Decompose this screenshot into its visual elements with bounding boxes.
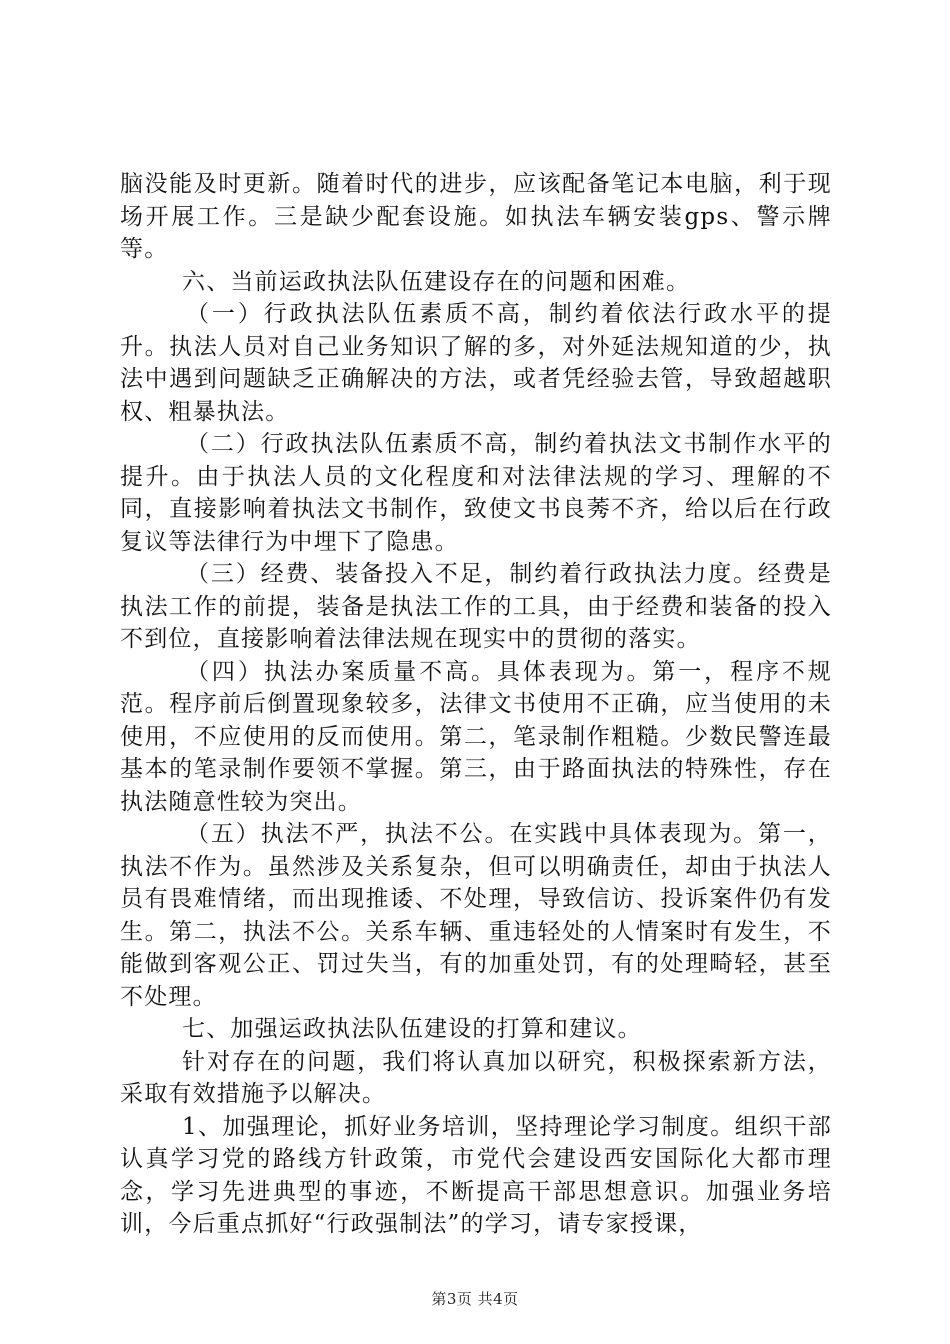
document-body <box>120 168 832 1241</box>
paragraph-item-one: （一）行政执法队伍素质不高，制约着依法行政水平的提升。执法人员对自己业务知识了解的多，对外延法规知道的少，执法中遇到问题缺乏正确解决的方法，或者凭经验去管，导致超越职权、粗暴执法。 <box>120 301 832 425</box>
paragraph-item-five: （五）执法不严，执法不公。在实践中具体表现为。第一，执法不作为。虽然涉及关系复杂，但可以明确责任，却由于执法人员有畏难情绪，而出现推诿、不处理，导致信访、投诉案件仍有发生。第二，执法不公。关系车辆、重违轻处的人情案时有发生，不能做到客观公正、罚过失当，有的加重处罚，有的处理畸轻，甚至不处理。 <box>120 821 832 1010</box>
paragraph-continuation: 脑没能及时更新。随着时代的进步，应该配备笔记本电脑，利于现场开展工作。三是缺少配套设施。如执法车辆安装gps、警示牌等。 <box>120 171 832 262</box>
paragraph-point-one: 1、加强理论，抓好业务培训，坚持理论学习制度。组织干部认真学习党的路线方针政策，市党代会建设西安国际化大都市理念，学习先进典型的事迹，不断提高干部思想意识。加强业务培训，今后重点抓好“行政强制法”的学习，请专家授课， <box>120 1113 832 1237</box>
paragraph-intro: 针对存在的问题，我们将认真加以研究，积极探索新方法，采取有效措施予以解决。 <box>120 1048 832 1107</box>
section-heading-seven: 七、加强运政执法队伍建设的打算和建议。 <box>182 1016 642 1042</box>
paragraph-item-three: （三）经费、装备投入不足，制约着行政执法力度。经费是执法工作的前提，装备是执法工作的工具，由于经费和装备的投入不到位，直接影响着法律法规在现实中的贯彻的落实。 <box>120 561 832 652</box>
page-number-footer: 第3页 共4页 <box>431 1290 519 1308</box>
section-heading-six: 六、当前运政执法队伍建设存在的问题和困难。 <box>182 268 691 295</box>
paragraph-item-two: （二）行政执法队伍素质不高，制约着执法文书制作水平的提升。由于执法人员的文化程度和对法律法规的学习、理解的不同，直接影响着执法文书制作，致使文书良莠不齐，给以后在行政复议等法律行为中埋下了隐患。 <box>120 431 832 555</box>
paragraph-item-four: （四）执法办案质量不高。具体表现为。第一，程序不规范。程序前后倒置现象较多，法律文书使用不正确，应当使用的未使用，不应使用的反而使用。第二，笔录制作粗糙。少数民警连最基本的笔录制作要领不掌握。第三，由于路面执法的特殊性，存在执法随意性较为突出。 <box>120 658 832 815</box>
